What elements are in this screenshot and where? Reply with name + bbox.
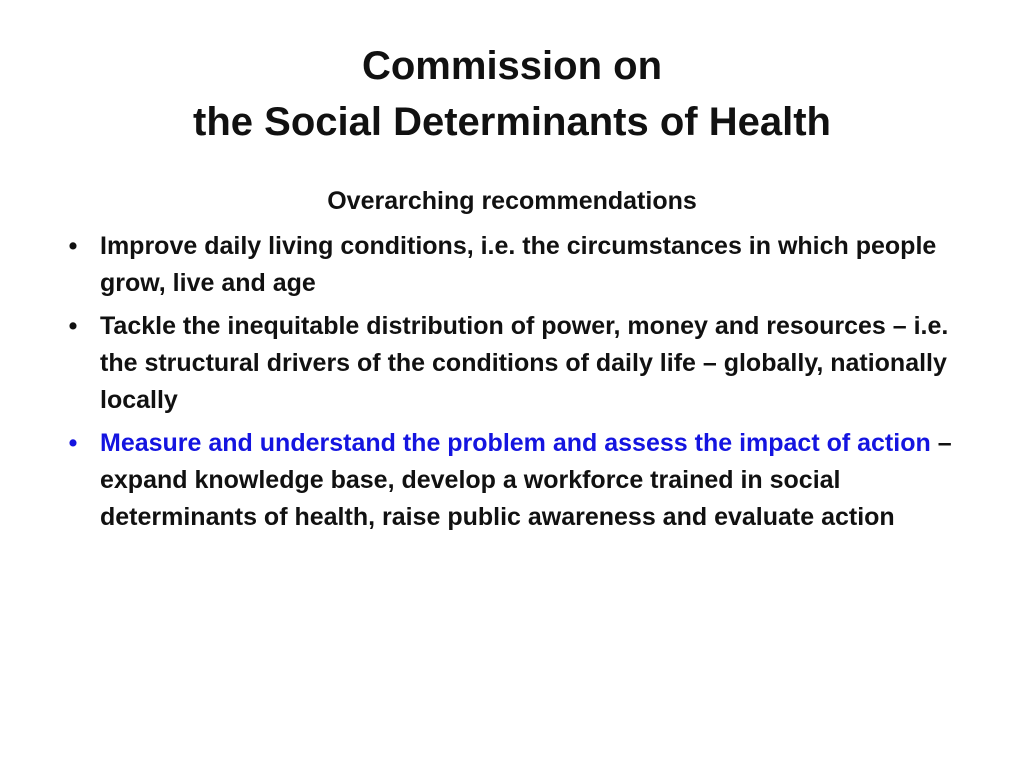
slide-title (0, 38, 1024, 150)
slide-title-line-2: the Social Determinants of Health (193, 100, 831, 144)
bullet-icon: • (68, 232, 78, 260)
bullet-item-distribution (0, 308, 1024, 419)
bullet-item-living-conditions (0, 228, 1024, 302)
bullet-icon: • (68, 312, 78, 340)
bullet-item-measure (0, 425, 1024, 536)
bullet-text: – expand knowledge base, develop a workforce trained in social determinants of health, raise public awareness and evaluate action (100, 429, 952, 531)
bullet-list (0, 228, 1024, 542)
bullet-text: Improve daily living conditions, i.e. the circumstances in which people grow, live and age (100, 232, 937, 297)
slide-title-line-1: Commission on (361, 44, 663, 88)
bullet-icon: • (68, 429, 78, 457)
bullet-highlight-text: Measure and understand the problem and assess the impact of action (100, 429, 931, 457)
slide-subtitle: Overarching recommendations (327, 187, 697, 215)
bullet-text: Tackle the inequitable distribution of power, money and resources – i.e. the structural drivers of the conditions of daily life – globally, nationally locally (100, 312, 949, 414)
